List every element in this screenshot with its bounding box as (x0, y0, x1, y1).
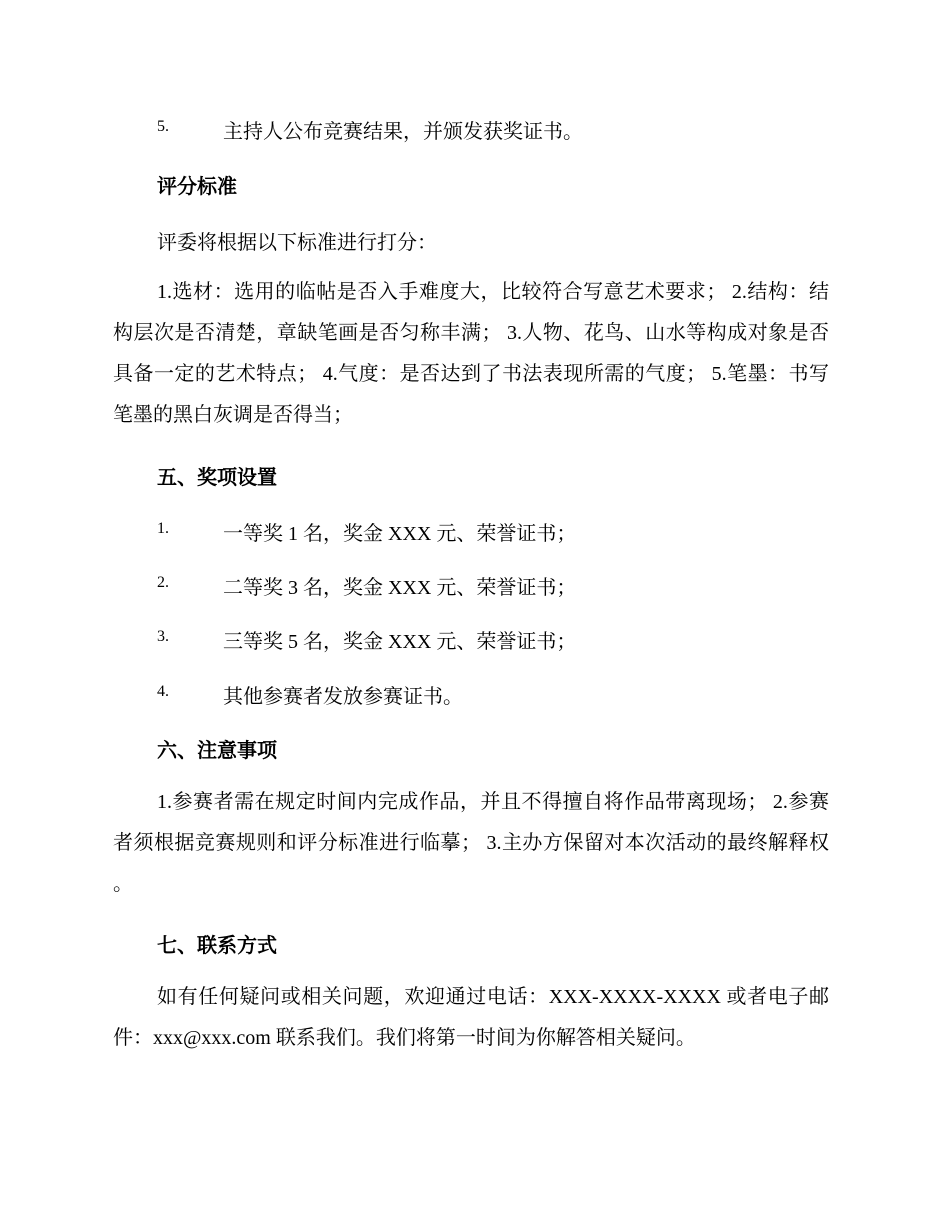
scoring-heading: 评分标准 (157, 176, 237, 198)
notes-heading: 六、注意事项 (157, 740, 277, 762)
step-5-number: 5. (157, 118, 169, 135)
awards-heading: 五、奖项设置 (157, 467, 277, 489)
award-1-number: 1. (157, 520, 169, 537)
award-4-text: 其他参赛者发放参赛证书。 (223, 686, 463, 708)
step-5-text: 主持人公布竞赛结果，并颁发获奖证书。 (223, 121, 583, 143)
award-3-text: 三等奖 5 名，奖金 XXX 元、荣誉证书； (223, 631, 577, 653)
contact-heading: 七、联系方式 (157, 935, 277, 957)
scoring-criteria-paragraph: 1.选材：选用的临帖是否入手难度大，比较符合写意艺术要求； 2.结构：结构层次是否清楚，章缺笔画是否匀称丰满； 3.人物、花鸟、山水等构成对象是否具备一定的艺术特点； 4.气度：是否达到了书法表现所需的气度； 5.笔墨：书写笔墨的黑白灰调是否得当； (113, 281, 829, 426)
award-2-text: 二等奖 3 名，奖金 XXX 元、荣誉证书； (223, 577, 577, 599)
contact-paragraph: 如有任何疑问或相关问题，欢迎通过电话：XXX-XXXX-XXXX 或者电子邮件：xxx@xxx.com 联系我们。我们将第一时间为你解答相关疑问。 (113, 986, 829, 1049)
scoring-intro: 评委将根据以下标准进行打分： (157, 232, 437, 254)
award-1-text: 一等奖 1 名，奖金 XXX 元、荣誉证书； (223, 523, 577, 545)
award-4-number: 4. (157, 683, 169, 700)
notes-paragraph: 1.参赛者需在规定时间内完成作品，并且不得擅自将作品带离现场； 2.参赛者须根据竞赛规则和评分标准进行临摹； 3.主办方保留对本次活动的最终解释权。 (113, 791, 829, 895)
award-3-number: 3. (157, 628, 169, 645)
award-2-number: 2. (157, 574, 169, 591)
